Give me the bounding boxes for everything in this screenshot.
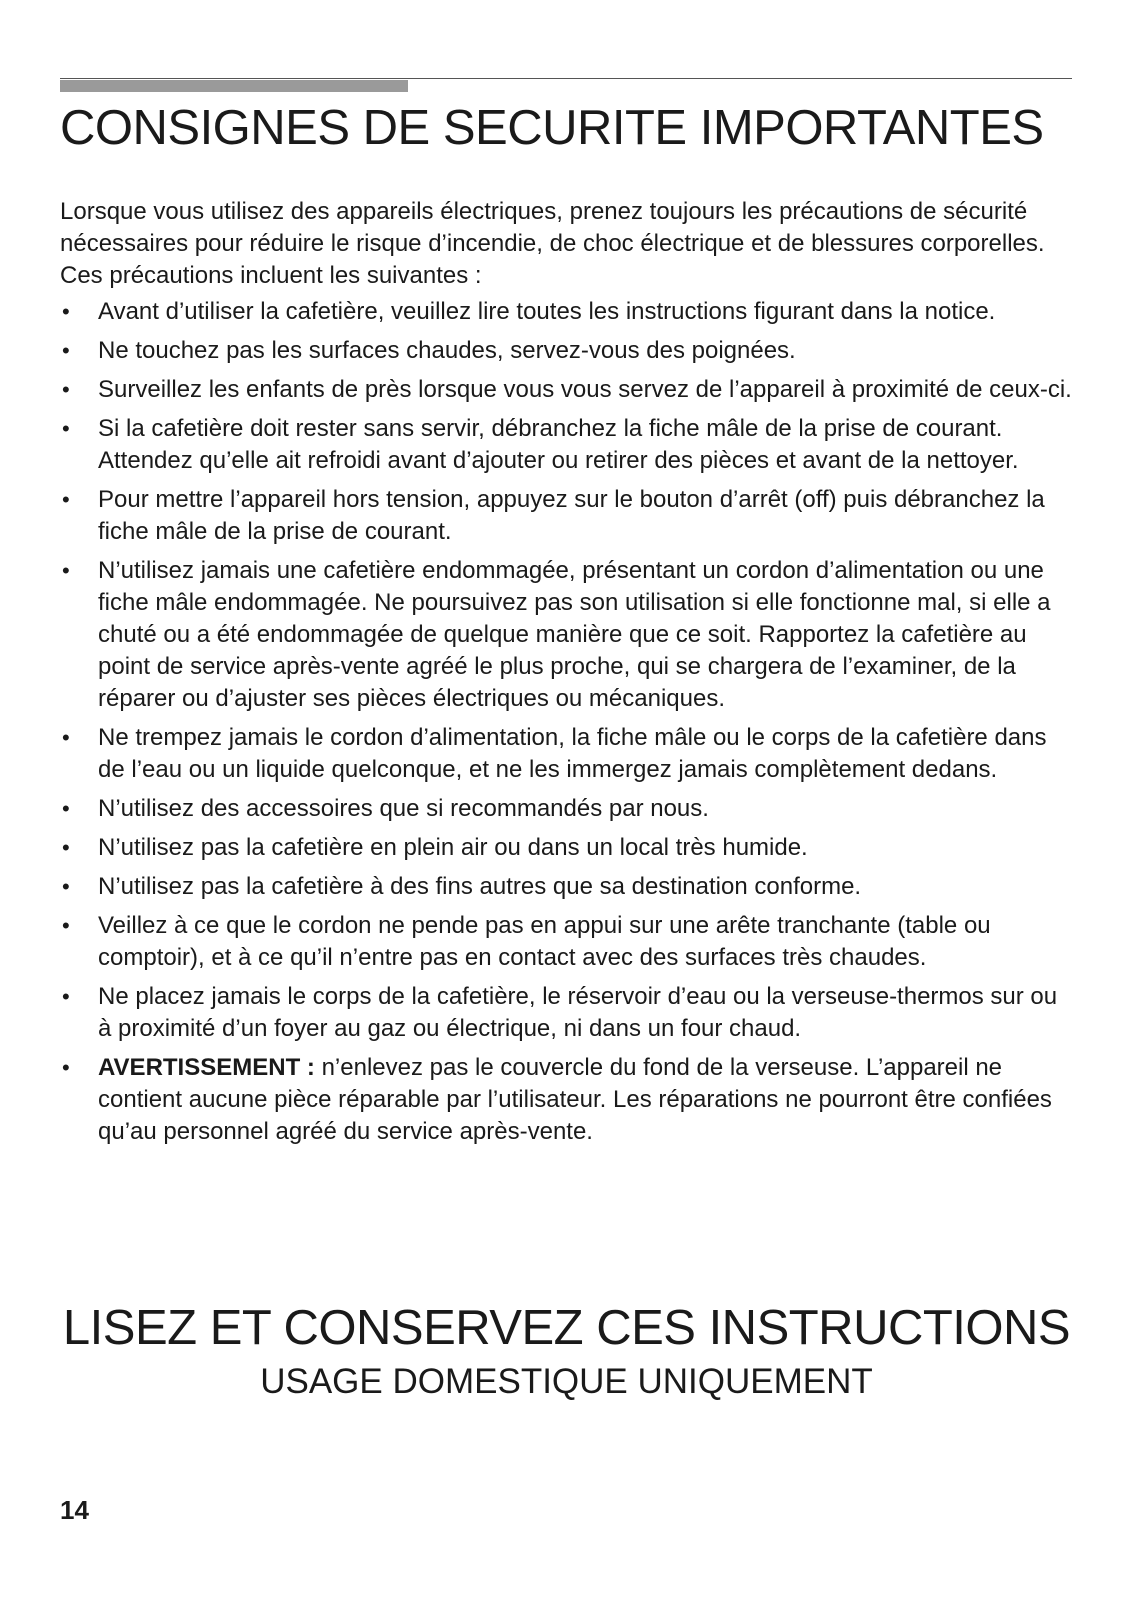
list-item	[60, 374, 1075, 406]
list-item-text: N’utilisez pas la cafetière en plein air ou dans un local très humide.	[98, 834, 808, 861]
safety-list	[60, 296, 1075, 1148]
warning-item	[60, 1052, 1075, 1148]
list-item	[60, 981, 1075, 1045]
bullet-icon: •	[62, 913, 70, 938]
list-item-text: Surveillez les enfants de près lorsque vous vous servez de l’appareil à proximité de ceux-ci.	[98, 376, 1072, 403]
list-item	[60, 871, 1075, 903]
bullet-icon: •	[62, 377, 70, 402]
usage-subtitle: USAGE DOMESTIQUE UNIQUEMENT	[260, 1362, 873, 1401]
bullet-icon: •	[62, 487, 70, 512]
intro-paragraph: Lorsque vous utilisez des appareils électriques, prenez toujours les précautions de sécurité nécessaires pour réduire le risque d’incendie, de choc électrique et de blessures corporelles. Ces précautions incluent les suivantes :	[60, 198, 1045, 289]
list-item	[60, 910, 1075, 974]
header-rule-thin	[60, 78, 1072, 79]
list-item-text: N’utilisez pas la cafetière à des fins autres que sa destination conforme.	[98, 873, 862, 900]
list-item-text: Veillez à ce que le cordon ne pende pas en appui sur une arête tranchante (table ou comptoir), et à ce qu’il n’entre pas en contact avec des surfaces très chaudes.	[98, 912, 991, 971]
list-item	[60, 555, 1075, 715]
list-item-text: N’utilisez des accessoires que si recommandés par nous.	[98, 795, 709, 822]
bullet-icon: •	[62, 1055, 70, 1080]
bullet-icon: •	[62, 874, 70, 899]
list-item-text: Pour mettre l’appareil hors tension, appuyez sur le bouton d’arrêt (off) puis débranchez la fiche mâle de la prise de courant.	[98, 486, 1045, 545]
warning-label: AVERTISSEMENT :	[98, 1054, 315, 1081]
bullet-icon: •	[62, 338, 70, 363]
list-item	[60, 793, 1075, 825]
bullet-icon: •	[62, 984, 70, 1009]
bullet-icon: •	[62, 299, 70, 324]
header-rule-accent	[60, 80, 408, 92]
list-item-text: Ne trempez jamais le cordon d’alimentation, la fiche mâle ou le corps de la cafetière dans de l’eau ou un liquide quelconque, et ne les immergez jamais complètement dedans.	[98, 724, 1047, 783]
bullet-icon: •	[62, 725, 70, 750]
list-item-text: N’utilisez jamais une cafetière endommagée, présentant un cordon d’alimentation ou une fiche mâle endommagée. Ne poursuivez pas son utilisation si elle fonctionne mal, si elle a chuté ou a été endommagée de quelque manière que ce soit. Rapportez la cafetière au point de service après-vente agréé le plus proche, qui se chargera de l’examiner, de la réparer ou d’ajuster ses pièces électriques ou mécaniques.	[98, 557, 1051, 712]
page-title: CONSIGNES DE SECURITE IMPORTANTES	[60, 101, 1044, 155]
list-item	[60, 832, 1075, 864]
list-item	[60, 484, 1075, 548]
list-item	[60, 413, 1075, 477]
list-item	[60, 335, 1075, 367]
read-and-keep-title: LISEZ ET CONSERVEZ CES INSTRUCTIONS	[62, 1301, 1071, 1355]
list-item	[60, 296, 1075, 328]
warning-text: n’enlevez pas le couvercle du fond de la verseuse. L’appareil ne contient aucune pièce réparable par l’utilisateur. Les réparations ne pourront être confiées qu’au personnel agréé du service après-vente.	[98, 1054, 1052, 1145]
bullet-icon: •	[62, 796, 70, 821]
bullet-icon: •	[62, 416, 70, 441]
list-item-text: Si la cafetière doit rester sans servir, débranchez la fiche mâle de la prise de courant. Attendez qu’elle ait refroidi avant d’ajouter ou retirer des pièces et avant de la nettoyer.	[98, 415, 1019, 474]
page-number: 14	[60, 1495, 89, 1525]
bullet-icon: •	[62, 835, 70, 860]
bullet-icon: •	[62, 558, 70, 583]
list-item-text: Ne touchez pas les surfaces chaudes, servez-vous des poignées.	[98, 337, 796, 364]
list-item-text: Ne placez jamais le corps de la cafetière, le réservoir d’eau ou la verseuse-thermos sur ou à proximité d’un foyer au gaz ou électrique, ni dans un four chaud.	[98, 983, 1058, 1042]
list-item	[60, 722, 1075, 786]
list-item-text: Avant d’utiliser la cafetière, veuillez lire toutes les instructions figurant dans la notice.	[98, 298, 996, 325]
safety-content	[60, 196, 1075, 1155]
